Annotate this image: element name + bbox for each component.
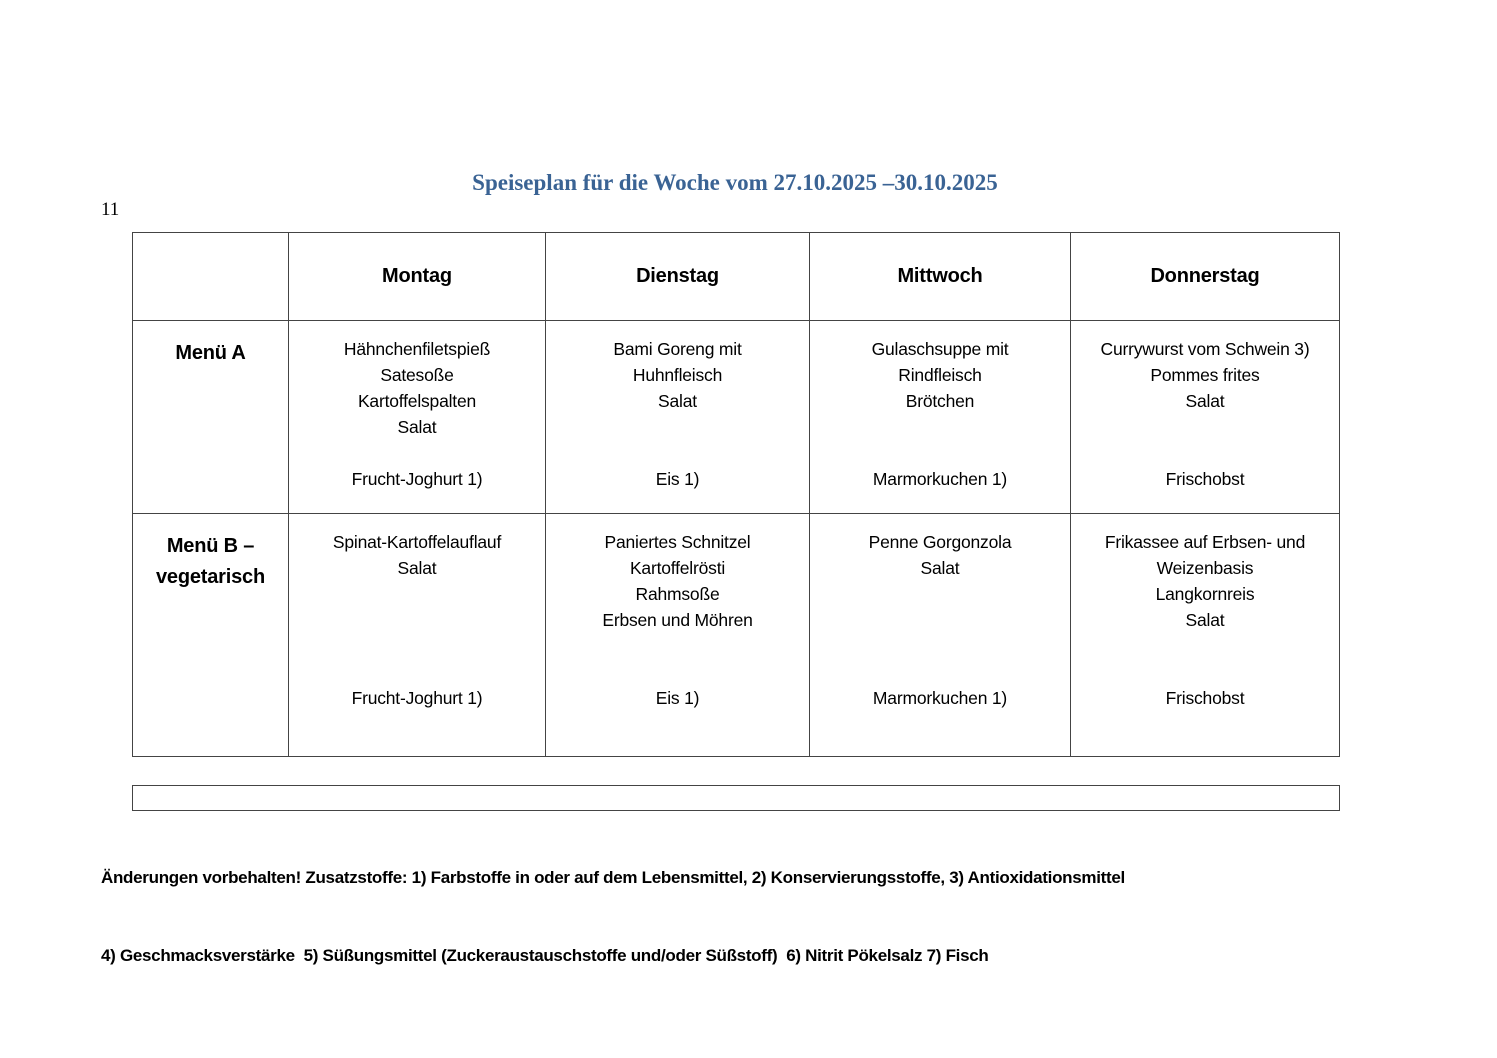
dish-line: [1071, 414, 1339, 440]
menu-cell: [546, 321, 810, 514]
dish-line: [289, 633, 545, 659]
day-header: Donnerstag: [1071, 233, 1340, 321]
dish-line: Salat: [920, 558, 960, 578]
menu-cell: [1071, 514, 1340, 757]
dish-line: [810, 633, 1070, 659]
menu-cell: [546, 514, 810, 757]
menu-cell: [289, 321, 546, 514]
menu-b-row: [133, 514, 1340, 757]
dish-line: Marmorkuchen 1): [872, 469, 1008, 489]
dish-line: Weizenbasis: [1156, 558, 1254, 578]
menu-table: [132, 232, 1340, 757]
row-label-line: Menü A: [175, 342, 246, 364]
dish-line: Hähnchenfiletspieß: [343, 339, 491, 359]
row-label: [133, 321, 289, 514]
dish-line: Erbsen und Möhren: [602, 610, 753, 630]
dish-line: [810, 607, 1070, 633]
dish-line: [810, 581, 1070, 607]
dish-line: [289, 581, 545, 607]
row-label-line: vegetarisch: [156, 566, 265, 588]
row-label-line: Menü B –: [166, 535, 255, 557]
dish-line: [810, 659, 1070, 685]
dish-line: [546, 633, 809, 659]
corner-cell: [133, 233, 289, 321]
dish-line: Bami Goreng mit: [613, 339, 742, 359]
menu-cell: [1071, 321, 1340, 514]
dish-line: Eis 1): [655, 688, 700, 708]
dish-line: Frucht-Joghurt 1): [351, 469, 483, 489]
dish-line: [546, 659, 809, 685]
dish-line: Frikassee auf Erbsen- und: [1104, 532, 1306, 552]
dish-line: Frischobst: [1165, 469, 1245, 489]
dish-line: Salat: [397, 417, 437, 437]
day-header: Dienstag: [546, 233, 810, 321]
dish-line: [546, 414, 809, 440]
dish-line: Kartoffelspalten: [357, 391, 477, 411]
day-header: Montag: [289, 233, 546, 321]
page-title: Speiseplan für die Woche vom 27.10.2025 –30.10.2025: [472, 170, 998, 195]
dish-line: Marmorkuchen 1): [872, 688, 1008, 708]
dish-line: Gulaschsuppe mit: [871, 339, 1009, 359]
menu-cell: [810, 321, 1071, 514]
dish-line: Paniertes Schnitzel: [604, 532, 751, 552]
menu-a-row: [133, 321, 1340, 514]
dish-line: [810, 440, 1070, 466]
dish-line: [289, 659, 545, 685]
dish-line: [1071, 440, 1339, 466]
dish-line: Frischobst: [1165, 688, 1245, 708]
header-row: [133, 233, 1340, 321]
dish-line: Pommes frites: [1150, 365, 1260, 385]
dish-line: Satesoße: [380, 365, 454, 385]
menu-cell: [810, 514, 1071, 757]
menu-cell: [289, 514, 546, 757]
dish-line: Brötchen: [905, 391, 975, 411]
dish-line: Penne Gorgonzola: [868, 532, 1012, 552]
dish-line: [546, 440, 809, 466]
dish-line: [1071, 659, 1339, 685]
dish-line: Salat: [397, 558, 437, 578]
dish-line: Frucht-Joghurt 1): [351, 688, 483, 708]
row-label: [133, 514, 289, 757]
footnote-line: Änderungen vorbehalten! Zusatzstoffe: 1) Farbstoffe in oder auf dem Lebensmittel, 2) Konservierungsstoffe, 3) Antioxidationsmittel: [101, 868, 1125, 887]
dish-line: Spinat-Kartoffelauflauf: [332, 532, 502, 552]
dish-line: Langkornreis: [1155, 584, 1255, 604]
day-header: Mittwoch: [810, 233, 1071, 321]
dish-line: [289, 440, 545, 466]
empty-note-box: [132, 785, 1340, 811]
dish-line: Kartoffelrösti: [629, 558, 726, 578]
dish-line: [289, 607, 545, 633]
dish-line: Rindfleisch: [898, 365, 982, 385]
dish-line: [1071, 633, 1339, 659]
dish-line: Huhnfleisch: [632, 365, 723, 385]
dish-line: Eis 1): [655, 469, 700, 489]
dish-line: Salat: [1185, 610, 1225, 630]
additives-footnote: [101, 813, 1125, 995]
dish-line: Salat: [658, 391, 697, 411]
dish-line: Rahmsoße: [635, 584, 720, 604]
footnote-line: 4) Geschmacksverstärke 5) Süßungsmittel (Zuckeraustauschstoffe und/oder Süßstoff) 6) Nitrit Pökelsalz 7) Fisch: [101, 946, 989, 965]
dish-line: Salat: [1185, 391, 1225, 411]
dish-line: Currywurst vom Schwein 3): [1100, 339, 1310, 359]
dish-line: [810, 414, 1070, 440]
page-number: 11: [101, 199, 120, 220]
